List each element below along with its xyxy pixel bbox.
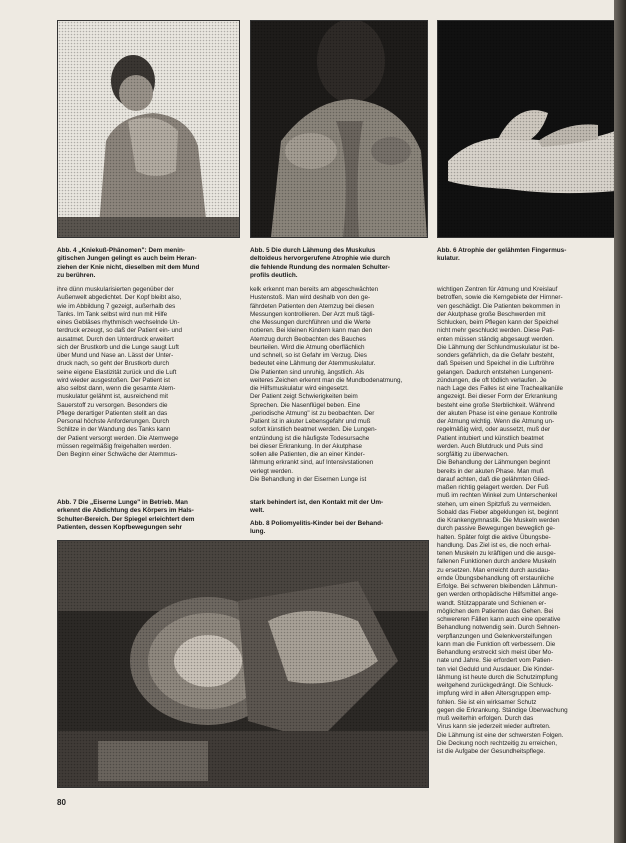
caption-abb8: Abb. 8 Poliomyelitis-Kinder bei der Behand- lung. [250, 520, 384, 536]
page-binding-edge [614, 0, 626, 843]
body-column-1: ihre dünn muskularisierten gegenüber der Außenwelt abgedichtet. Der Kopf bleibt also, wie im Abbildung 7 gezeigt, außerhalb des Tanks. Im Tank selbst wird nun mit Hilfe eines Gebläses rhythmisch wechselnde Un- terdruck erzeugt, so daß der Patient ein- und ausatmet. Durch den Unterdruck erweitert sich der Brustkorb und die Lunge saugt Luft über Mund und Nase an. Lässt der Unter- druck nach, so geht der Brustkorb durch seine eigene Elastizität zurück und die Luft wird wieder ausgestoßen. Der Patient ist also selbst dann, wenn die gesamte Atem- muskulatur gelähmt ist, ausreichend mit Sauerstoff zu versorgen. Besonders die Pflege derartiger Patienten stellt an das Personal höchste Anforderungen. Durch Schlitze in der Wandung des Tanks kann der Patient versorgt werden. Die Atemwege müssen regelmäßig freigehalten werden. Den Beginn einer Schwäche der Atemmus- [57, 286, 182, 458]
page-number: 80 [57, 798, 66, 807]
photo-shoulder-atrophy [250, 20, 428, 238]
photo-knee-kiss-boy [57, 20, 240, 238]
caption-abb7-continued: stark behindert ist, den Kontakt mit der Um- welt. [250, 499, 384, 515]
caption-abb7: Abb. 7 Die „Eiserne Lunge" in Betrieb. Man erkennt die Abdichtung des Körpers im Hals- Schulter-Bereich. Der Spiegel erleichtert dem Patienten, dessen Kopfbewegungen sehr [57, 499, 195, 532]
caption-abb5: Abb. 5 Die durch Lähmung des Muskulus deltoideus hervorgerufene Atrophie wie durch die fehlende Rundung des normalen Schulter- profils deutlich. [250, 247, 391, 280]
body-column-2: kelk erkennt man bereits am abgeschwächten Hustenstoß. Man wird deshalb von den ge- fährdeten Patienten den Atemzug bei diesen Messungen kontrollieren. Der Arzt muß tägli- che Messungen durchführen und die Werte notieren. Bei kleinen Kindern kann man den Atemzug durch Beobachten des Bauches beurteilen. Wird die Atmung oberflächlich und schnell, so ist Gefahr im Verzug. Dies bedeutet eine Lähmung der Atemmuskulatur. Die Patienten sind unruhig, ängstlich. Als weiteres Zeichen erkennt man die Mundbodenatmung, die Hilfsmuskulatur wird eingesetzt. Der Patient zeigt Schwierigkeiten beim Sprechen. Die Nasenflügel beben. Eine „periodische Atmung" ist zu beobachten. Der Patient ist in akuter Lebensgefahr und muß sofort künstlich beatmet werden. Die Lungen- entzündung ist die häufigste Todesursache bei dieser Erkrankung. In der Akutphase sollen alle Patienten, die an einer Kinder- lähmung erkrankt sind, auf Intensivstationen verlegt werden. Die Behandlung in der Eisernen Lunge ist [250, 286, 403, 483]
caption-abb4: Abb. 4 „Kniekuß-Phänomen": Dem menin- gitischen Jungen gelingt es auch beim Heran- ziehen der Knie nicht, dieselben mit dem Mund zu berühren. [57, 247, 200, 280]
photo-finger-atrophy [437, 20, 614, 238]
caption-abb6: Abb. 6 Atrophie der gelähmten Fingermus- kulatur. [437, 247, 567, 263]
photo-iron-lung [57, 540, 429, 788]
body-column-3: wichtigen Zentren für Atmung und Kreislauf betroffen, sowie die Kerngebiete der Hirnner- ven geschädigt. Die Patienten bekommen in der Akutphase große Beschwerden mit Schlucken, beim Pflegen kann der Speichel nicht mehr geschluckt werden. Diese Pati- enten müssen ständig abgesaugt werden. Die Lähmung der Schlundmuskulatur ist be- sonders gefährlich, da die Gefahr besteht, daß Speisen und Speichel in die Luftröhre gelangen. Dadurch entstehen Lungenent- zündungen, die oft tödlich verlaufen. Je nach Lage des Falles ist eine Trachealkanüle angezeigt. Bei dieser Form der Erkrankung besteht eine große Sterblichkeit. Während der akuten Phase ist eine genaue Kontrolle der Atmung wichtig. Wenn die Atmung un- regelmäßig wird, oder aussetzt, muß der Patient intubiert und künstlich beatmet werden. Auch Blutdruck und Puls sind sorgfältig zu überwachen. Die Behandlung der Lähmungen beginnt bereits in der akuten Phase. Man muß darauf achten, daß die gelähmten Glied- maßen richtig gelagert werden. Der Fuß muß im rechten Winkel zum Unterschenkel stehen, um einen Spitzfuß zu vermeiden. Sobald das Fieber abgeklungen ist, beginnt die Krankengymnastik. Die Muskeln werden durch passive Bewegungen beweglich ge- halten. Später folgt die aktive Übungsbe- handlung. Das Ziel ist es, die noch erhal- tenen Muskeln zu kräftigen und die ausge- fallenen Funktionen durch andere Muskeln zu ersetzen. Man erreicht durch ausdau- ernde Übungsbehandlung oft erstaunliche Erfolge. Bei schweren bleibenden Lähmun- gen werden orthopädische Hilfsmittel ange- wandt. Stützapparate und Schienen er- möglichen dem Patienten das Gehen. Bei schwereren Fällen kann auch eine operative Behandlung notwendig sein. Durch Sehnen- verpflanzungen und Gelenkversteifungen kann man die Funktion oft verbessern. Die Behandlung erstreckt sich meist über Mo- nate und Jahre. Sie erfordert vom Patien- ten viel Geduld und Ausdauer. Die Kinder- lähmung ist heute durch die Schutzimpfung weitgehend zurückgedrängt. Die Schluck- impfung wird in allen Altersgruppen emp- fohlen. Sie ist ein wirksamer Schutz gegen die Erkrankung. Ständige Überwachung muß weiterhin erfolgen. Durch das Virus kann sie jederzeit wieder auftreten. Die Lähmung ist eine der schwersten Folgen. Die Deckung noch rechtzeitig zu erreichen, ist die Aufgabe der Gesundheitspflege. [437, 286, 568, 755]
